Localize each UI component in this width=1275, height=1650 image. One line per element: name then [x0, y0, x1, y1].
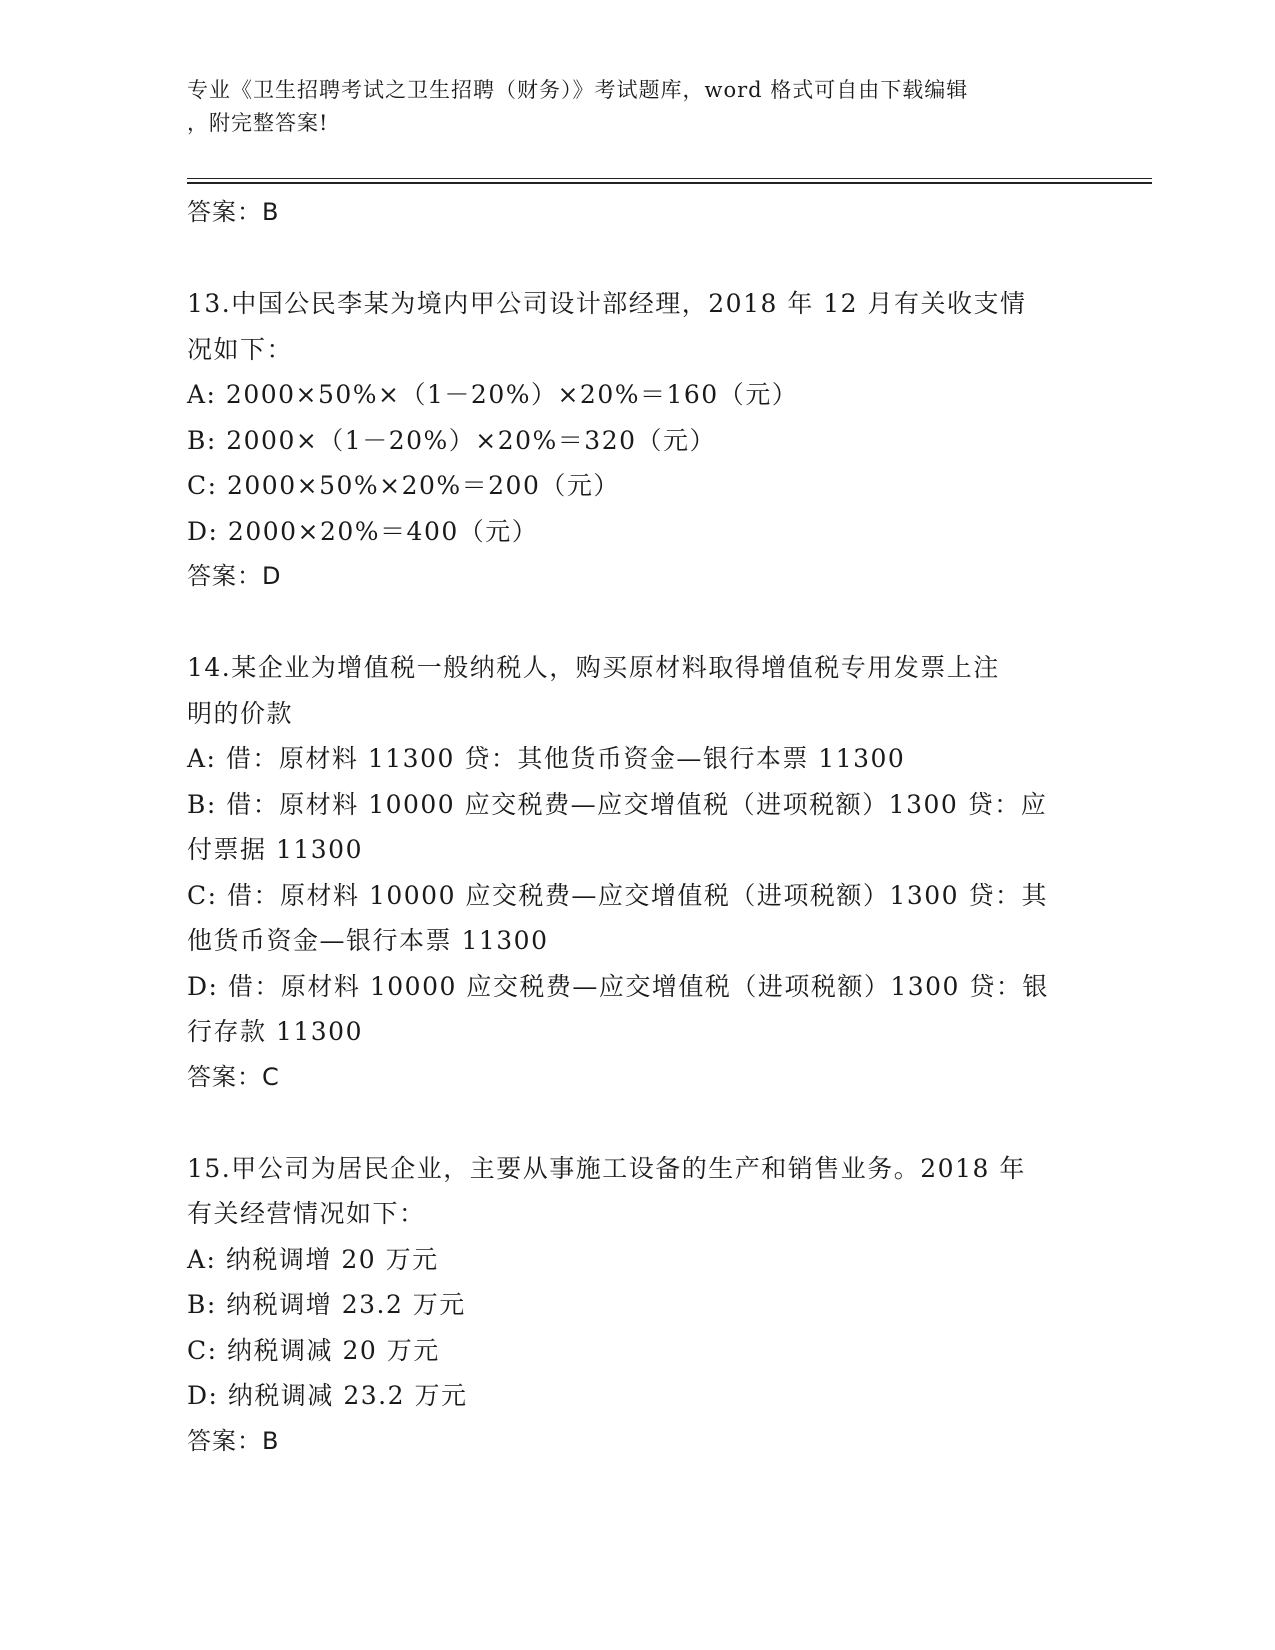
answer-line: 答案：C [187, 1062, 280, 1091]
header-line-1: 专业《卫生招聘考试之卫生招聘（财务）》考试题库，word 格式可自由下载编辑 [187, 78, 969, 102]
question-13 [187, 281, 1087, 600]
option-b-cont: 付票据 11300 [187, 835, 363, 864]
option-c-cont: 他货币资金—银行本票 11300 [187, 926, 549, 955]
option-b: B: 纳税调增 23.2 万元 [187, 1290, 466, 1319]
question-14 [187, 645, 1087, 1100]
question-stem: 14.某企业为增值税一般纳税人，购买原材料取得增值税专用发票上注 [187, 653, 1000, 682]
option-d-cont: 行存款 11300 [187, 1017, 363, 1046]
document-header [187, 74, 1067, 140]
question-stem: 13.中国公民李某为境内甲公司设计部经理，2018 年 12 月有关收支情 [187, 289, 1027, 318]
spacer [187, 600, 1087, 646]
option-a: A: 借：原材料 11300 贷：其他货币资金—银行本票 11300 [187, 744, 906, 773]
header-rule-thick [187, 182, 1152, 184]
option-c: C: 借：原材料 10000 应交税费—应交增值税（进项税额）1300 贷：其 [187, 880, 1048, 910]
option-a: A: 2000×50%×（1－20%）×20%＝160（元） [187, 380, 799, 409]
option-a: A: 纳税调增 20 万元 [187, 1244, 439, 1274]
option-c: C: 2000×50%×20%＝200（元） [187, 471, 620, 500]
answer-line: 答案：B [187, 1426, 280, 1455]
option-b: B: 借：原材料 10000 应交税费—应交增值税（进项税额）1300 贷：应 [187, 789, 1048, 819]
spacer [187, 236, 1087, 282]
header-line-2: ，附完整答案! [187, 111, 329, 135]
header-rule-thin [187, 178, 1152, 179]
answer-line: 答案：D [187, 562, 282, 590]
question-stem: 15.甲公司为居民企业，主要从事施工设备的生产和销售业务。2018 年 [187, 1153, 1026, 1183]
spacer [187, 1100, 1087, 1146]
option-b: B: 2000×（1－20%）×20%＝320（元） [187, 425, 717, 455]
option-d: D: 2000×20%＝400（元） [187, 516, 539, 546]
option-d: D: 纳税调减 23.2 万元 [187, 1381, 468, 1410]
question-list [187, 190, 1087, 1464]
question-stem: 况如下： [187, 334, 294, 364]
question-stem: 有关经营情况如下： [187, 1199, 426, 1228]
question-stem: 明的价款 [187, 698, 294, 728]
question-15 [187, 1146, 1087, 1465]
answer-line: 答案：B [187, 198, 280, 226]
option-d: D: 借：原材料 10000 应交税费—应交增值税（进项税额）1300 贷：银 [187, 971, 1049, 1001]
option-c: C: 纳税调减 20 万元 [187, 1335, 440, 1365]
